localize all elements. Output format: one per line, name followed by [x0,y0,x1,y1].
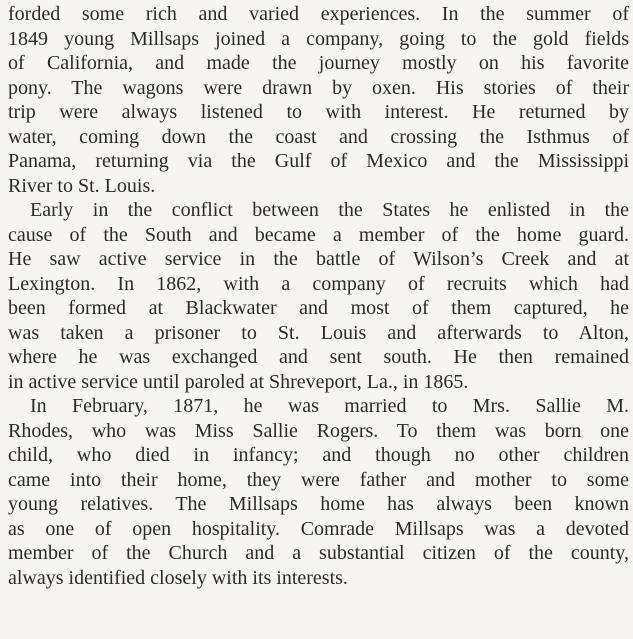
text-line: water, coming down the coast and crossing the Isthmus of [8,125,629,148]
text-line: pony. The wagons were drawn by oxen. His stories of their [8,76,629,99]
paragraph-marriage [8,394,629,590]
text-line: He saw active service in the battle of Wilson’s Creek and at [8,248,629,270]
text-line: Lexington. In 1862, with a company of recruits which had [8,272,629,295]
paragraph-civil-war [8,198,629,394]
text-line: was taken a prisoner to St. Louis and afterwards to Alton, [8,321,629,344]
text-line: always identified closely with its interests. [8,566,348,589]
text-line: member of the Church and a substantial citizen of the county, [8,542,629,564]
text-line: River to St. Louis. [8,174,156,197]
text-line: young relatives. The Millsaps home has always been known [8,493,629,515]
text-line: Panama, returning via the Gulf of Mexico and the Mississippi [8,150,629,172]
text-line: forded some rich and varied experiences. In the summer of [8,3,629,25]
text-line: 1849 young Millsaps joined a company, going to the gold fields [8,27,629,50]
text-line: In February, 1871, he was married to Mrs. Sallie M. [30,395,629,417]
text-line: of California, and made the journey mostly on his favorite [8,52,629,74]
text-line: been formed at Blackwater and most of them captured, he [8,297,629,319]
text-line: in active service until paroled at Shreveport, La., in 1865. [8,370,469,393]
text-line: Early in the conflict between the States he enlisted in the [30,199,629,221]
text-line: cause of the South and became a member of the home guard. [8,223,629,246]
text-line: came into their home, they were father and mother to some [8,468,629,491]
text-line: Rhodes, who was Miss Sallie Rogers. To them was born one [8,419,629,442]
text-line: child, who died in infancy; and though no other children [8,444,629,466]
text-line: where he was exchanged and sent south. He then remained [8,346,629,368]
text-line: as one of open hospitality. Comrade Millsaps was a devoted [8,517,629,540]
text-line: trip were always listened to with interest. He returned by [8,101,629,123]
paragraph-gold-fields [8,2,629,198]
